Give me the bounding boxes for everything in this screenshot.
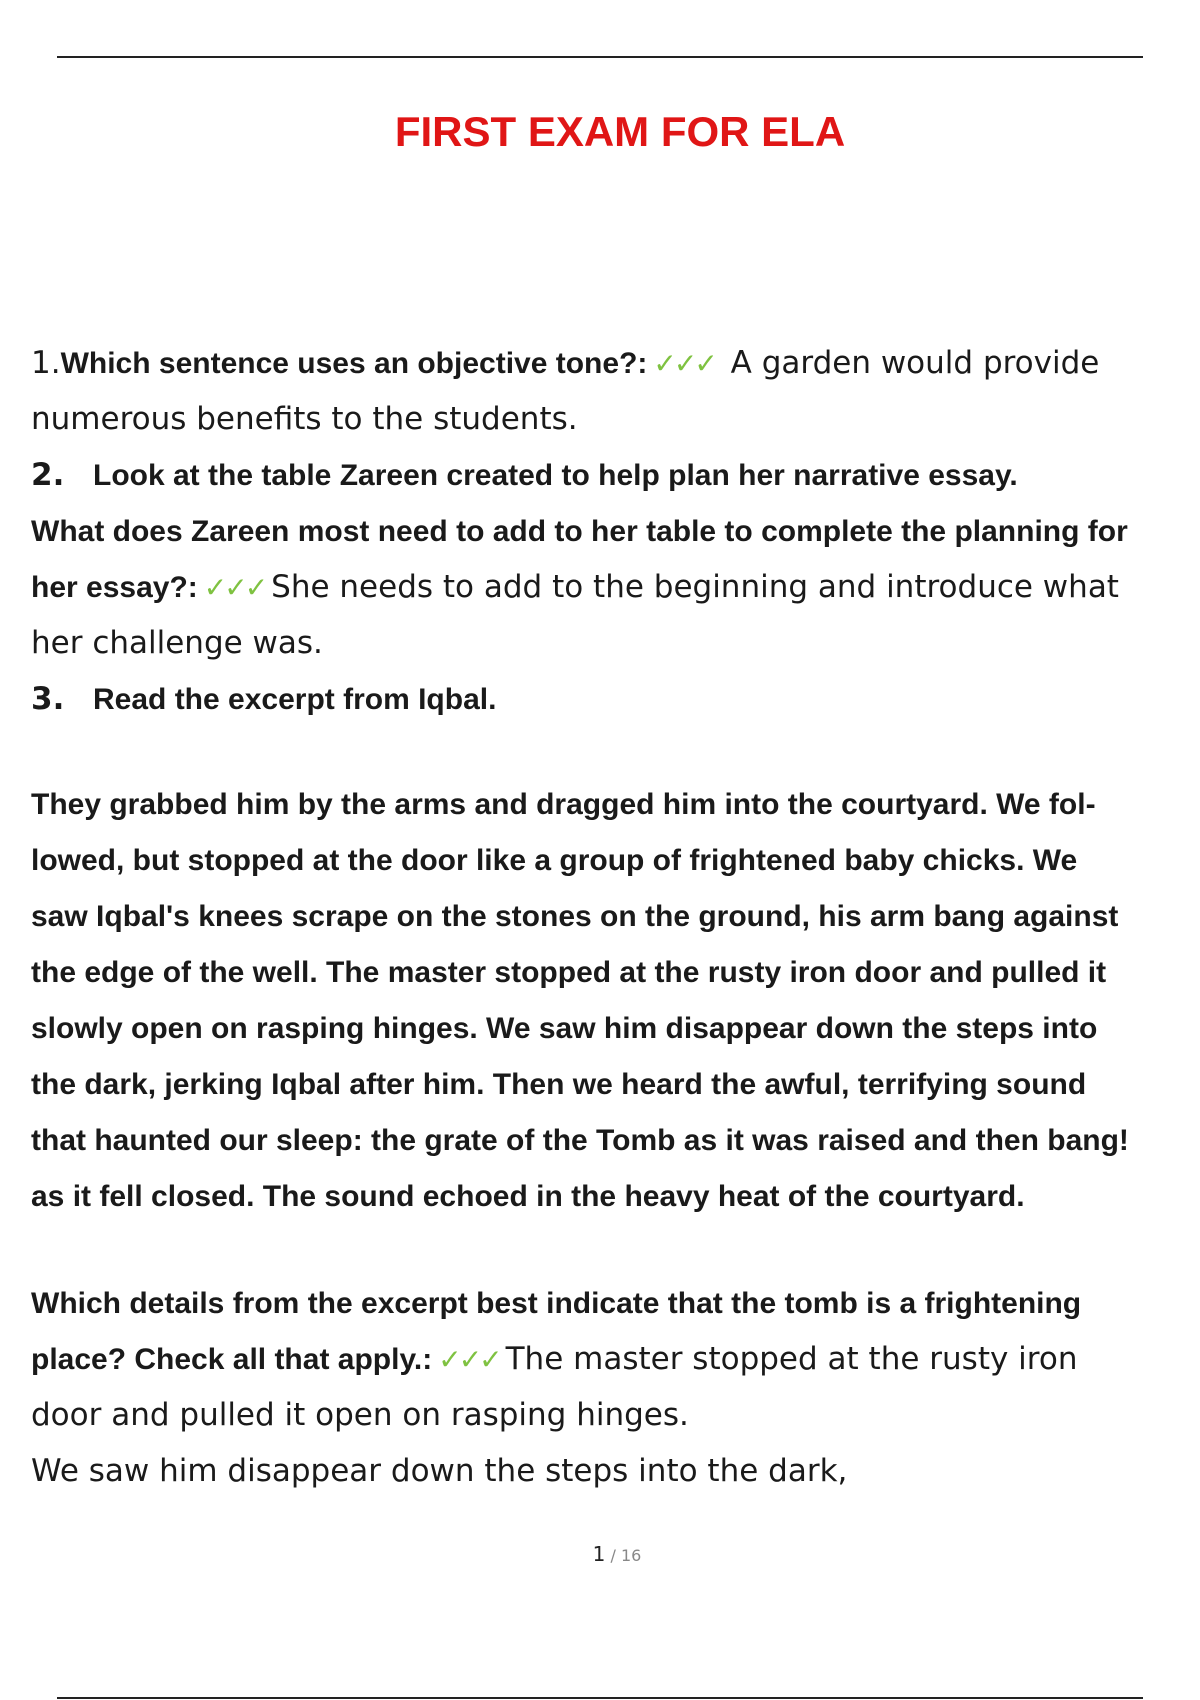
q3-answer-line-3 [31,1443,1200,1499]
q1-number: 1. [31,345,61,381]
q3-question-part1: Which details from the excerpt best indicate that the tomb is a frightening [31,1287,1082,1320]
q2-question-part2: What does Zareen most need to add to her table to complete the planning for [31,515,1128,548]
q1-answer-part2: numerous benefits to the students. [31,401,578,437]
q3-number: 3. [31,681,65,717]
q2-line-4 [31,615,1200,671]
q3-answer-line-2 [31,1387,1200,1443]
q2-number: 2. [31,457,65,493]
check-mark-icon: ✓✓✓ [438,1343,500,1376]
q3-intro: Read the excerpt from Iqbal. [93,683,497,716]
q1-line-2 [31,391,1200,447]
passage-line: the edge of the well. The master stopped at the rusty iron door and pulled it [31,956,1107,989]
q2-line-2 [31,503,1200,559]
passage-line: as it fell closed. The sound echoed in the heavy heat of the courtyard. [31,1180,1025,1213]
q3-question-line-2 [31,1331,1200,1387]
q3-line-1 [31,671,1200,727]
page-indicator [0,1542,1200,1566]
q2-answer-part1: She needs to add to the beginning and introduce what [271,569,1119,605]
page-title: FIRST EXAM FOR ELA [394,108,846,155]
q2-line-3 [31,559,1200,615]
q2-answer-part2: her challenge was. [31,625,323,661]
q2-question-part3: her essay?: [31,571,198,604]
spacer [31,1225,1200,1275]
q3-answer-part3: We saw him disappear down the steps into the dark, [31,1453,848,1489]
passage-line: slowly open on rasping hinges. We saw him disappear down the steps into [31,1012,1098,1045]
q3-answer-part2: door and pulled it open on rasping hinges. [31,1397,689,1433]
bottom-rule [57,1697,1143,1699]
passage-line: They grabbed him by the arms and dragged him into the courtyard. We fol- [31,788,1096,821]
current-page: 1 [592,1542,606,1566]
q3-question-part2: place? Check all that apply.: [31,1343,433,1376]
passage-line: saw Iqbal's knees scrape on the stones on the ground, his arm bang against [31,900,1119,933]
q3-answer-part1: The master stopped at the rusty iron [505,1341,1078,1377]
check-mark-icon: ✓✓✓ [653,347,715,380]
passage-line: that haunted our sleep: the grate of the Tomb as it was raised and then bang! [31,1124,1129,1157]
exam-content [31,335,1200,1499]
top-rule [57,56,1143,58]
q1-answer-part1: A garden would provide [730,345,1100,381]
page-separator: / [605,1546,621,1565]
q1-line-1 [31,335,1200,391]
spacer [31,727,1200,777]
q3-question-line-1 [31,1275,1200,1331]
passage-line: lowed, but stopped at the door like a group of frightened baby chicks. We [31,844,1078,877]
q1-question: Which sentence uses an objective tone?: [60,347,648,380]
total-pages: 16 [620,1546,642,1565]
check-mark-icon: ✓✓✓ [203,571,266,604]
q2-question-part1: Look at the table Zareen created to help plan her narrative essay. [93,459,1018,492]
passage-line: the dark, jerking Iqbal after him. Then we heard the awful, terrifying sound [31,1068,1087,1101]
q2-line-1 [31,447,1200,503]
